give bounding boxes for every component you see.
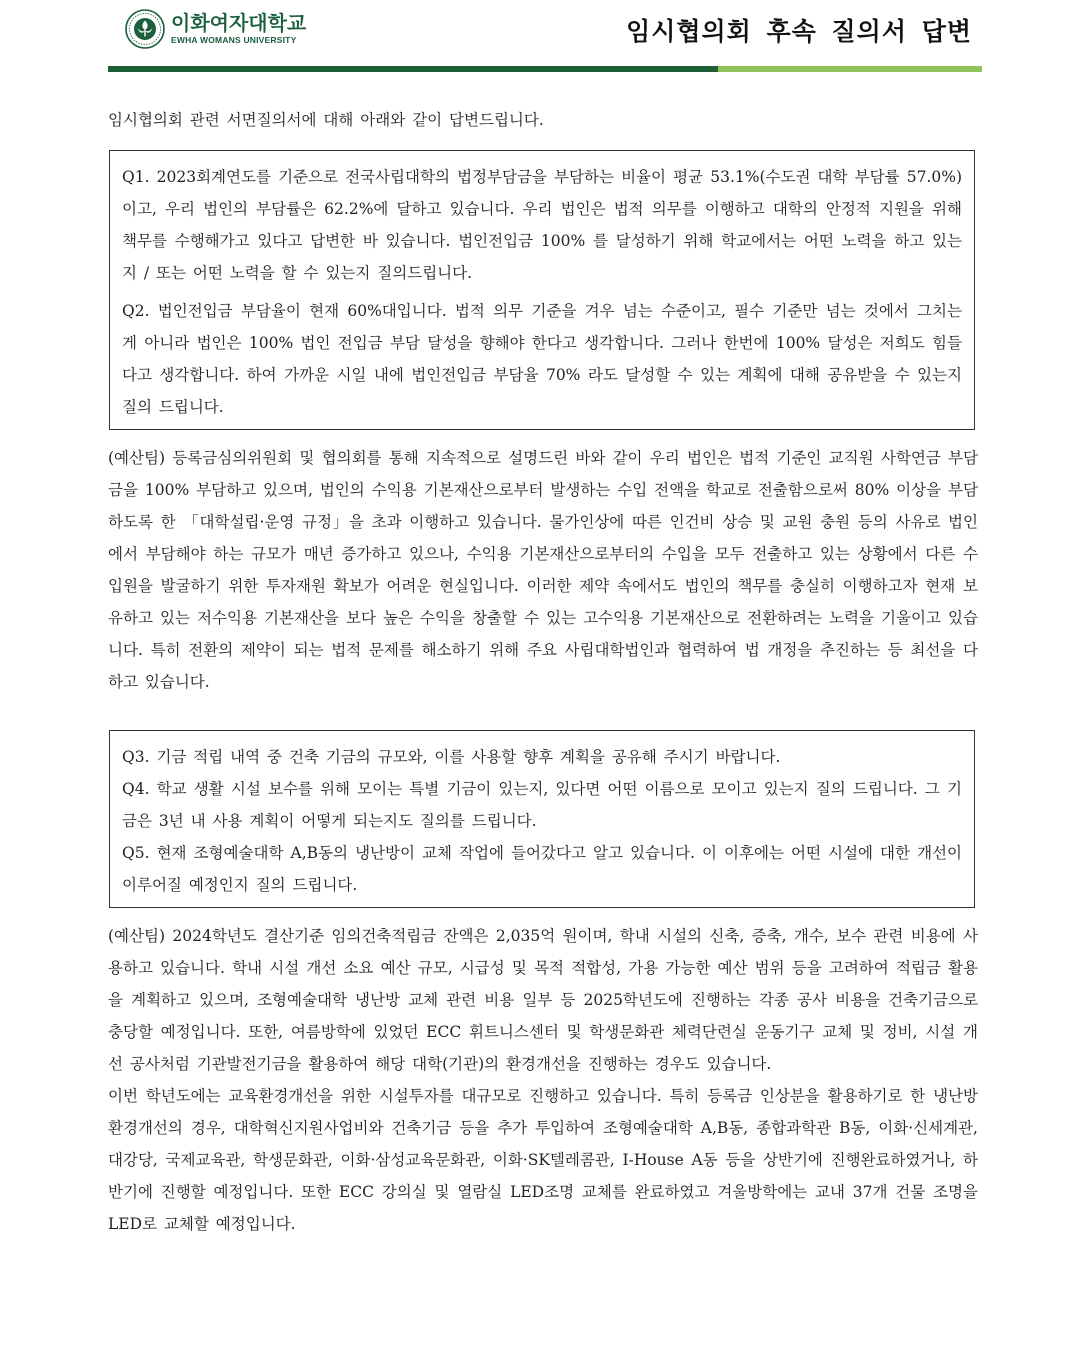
logo-wordmark [171,13,306,45]
question-q3: Q3. 기금 적립 내역 중 건축 기금의 규모와, 이를 사용할 향후 계획을 공유해 주시기 바랍니다. [122,748,781,766]
logo-name-korean: 이화여자대학교 [171,11,307,36]
question-q4: Q4. 학교 생활 시설 보수를 위해 모이는 특별 기금이 있는지, 있다면 어떤 이름으로 모이고 있는지 질의 드립니다. 그 기금은 3년 내 사용 계획이 어떻게 되는지도 질의를 드립니다. [122,780,962,830]
answer-paragraph-2: (예산팀) 2024학년도 결산기준 임의건축적립금 잔액은 2,035억 원이며, 학내 시설의 신축, 증축, 개수, 보수 관련 비용에 사용하고 있습니다. 학내 시설 개선 소요 예산 규모, 시급성 및 목적 적합성, 가용 가능한 예산 범위 등을 고려하여 적립금 활용을 계획하고 있으며, 조형예술대학 냉난방 교체 관련 비용 일부 등 2025학년도에 진행하는 각종 공사 비용을 건축기금으로 충당할 예정입니다. 또한, 여름방학에 있었던 ECC 휘트니스센터 및 학생문화관 체력단련실 운동기구 교체 및 정비, 시설 개선 공사처럼 기관발전기금을 활용하여 해당 대학(기관)의 환경개선을 진행하는 경우도 있습니다. [108,927,978,1073]
question-box-1 [109,150,975,430]
header-rule-dark [108,66,718,72]
answer-paragraph-3: 이번 학년도에는 교육환경개선을 위한 시설투자를 대규모로 진행하고 있습니다. 특히 등록금 인상분을 활용하기로 한 냉난방 환경개선의 경우, 대학혁신지원사업비와 건축기금 등을 추가 투입하여 조형예술대학 A,B동, 종합과학관 B동, 이화·신세계관, 대강당, 국제교육관, 학생문화관, 이화·삼성교육문화관, 이화·SK텔레콤관, I-House A동 등을 상반기에 진행완료하였거나, 하반기에 진행할 예정입니다. 또한 ECC 강의실 및 열람실 LED조명 교체를 완료하였고 겨울방학에는 교내 37개 건물 조명을 LED로 교체할 예정입니다. [108,1087,978,1233]
page-header [0,0,1080,72]
section-spacer [108,698,978,730]
logo-name-english: EWHA WOMANS UNIVERSITY [171,35,297,46]
question-q1: Q1. 2023회계연도를 기준으로 전국사립대학의 법정부담금을 부담하는 비율이 평균 53.1%(수도권 대학 부담률 57.0%)이고, 우리 법인의 부담률은 62.2%에 달하고 있습니다. 우리 법인은 법적 의무를 이행하고 대학의 안정적 지원을 위해 책무를 수행해가고 있다고 답변한 바 있습니다. 법인전입금 100% 를 달성하기 위해 학교에서는 어떤 노력을 하고 있는지 / 또는 어떤 노력을 할 수 있는지 질의드립니다. [122,168,962,282]
question-q2: Q2. 법인전입금 부담율이 현재 60%대입니다. 법적 의무 기준을 겨우 넘는 수준이고, 필수 기준만 넘는 것에서 그치는 게 아니라 법인은 100% 법인 전입금 부담 달성을 향해야 한다고 생각합니다. 그러나 한번에 100% 달성은 저희도 힘들다고 생각합니다. 하여 가까운 시일 내에 법인전입금 부담율 70% 라도 달성할 수 있는 계획에 대해 공유받을 수 있는지 질의 드립니다. [122,302,962,416]
document-body [108,104,978,1240]
question-q5: Q5. 현재 조형예술대학 A,B동의 냉난방이 교체 작업에 들어갔다고 알고 있습니다. 이 이후에는 어떤 시설에 대한 개선이 이루어질 예정인지 질의 드립니다. [122,844,962,894]
intro-paragraph: 임시협의회 관련 서면질의서에 대해 아래와 같이 답변드립니다. [108,111,544,129]
question-box-2 [109,730,975,908]
document-title: 임시협의회 후속 질의서 답변 [626,17,972,46]
header-rule-light [718,66,982,72]
answer-paragraph-1: (예산팀) 등록금심의위원회 및 협의회를 통해 지속적으로 설명드린 바와 같이 우리 법인은 법적 기준인 교직원 사학연금 부담금을 100% 부담하고 있으며, 법인의 수익용 기본재산으로부터 발생하는 수입 전액을 학교로 전출함으로써 80% 이상을 부담하도록 한 「대학설립·운영 규정」을 초과 이행하고 있습니다. 물가인상에 따른 인건비 상승 및 교원 충원 등의 사유로 법인에서 부담해야 하는 규모가 매년 증가하고 있으나, 수익용 기본재산으로부터의 수입을 모두 전출하고 있는 상황에서 다른 수입원을 발굴하기 위한 투자재원 확보가 어려운 현실입니다. 이러한 제약 속에서도 법인의 책무를 충실히 이행하고자 현재 보유하고 있는 저수익용 기본재산을 보다 높은 수익을 창출할 수 있는 고수익용 기본재산으로 전환하려는 노력을 기울이고 있습니다. 특히 전환의 제약이 되는 법적 문제를 해소하기 위해 주요 사립대학법인과 협력하여 법 개정을 추진하는 등 최선을 다하고 있습니다. [108,449,978,691]
university-emblem-icon [125,9,165,49]
university-logo [125,9,306,49]
